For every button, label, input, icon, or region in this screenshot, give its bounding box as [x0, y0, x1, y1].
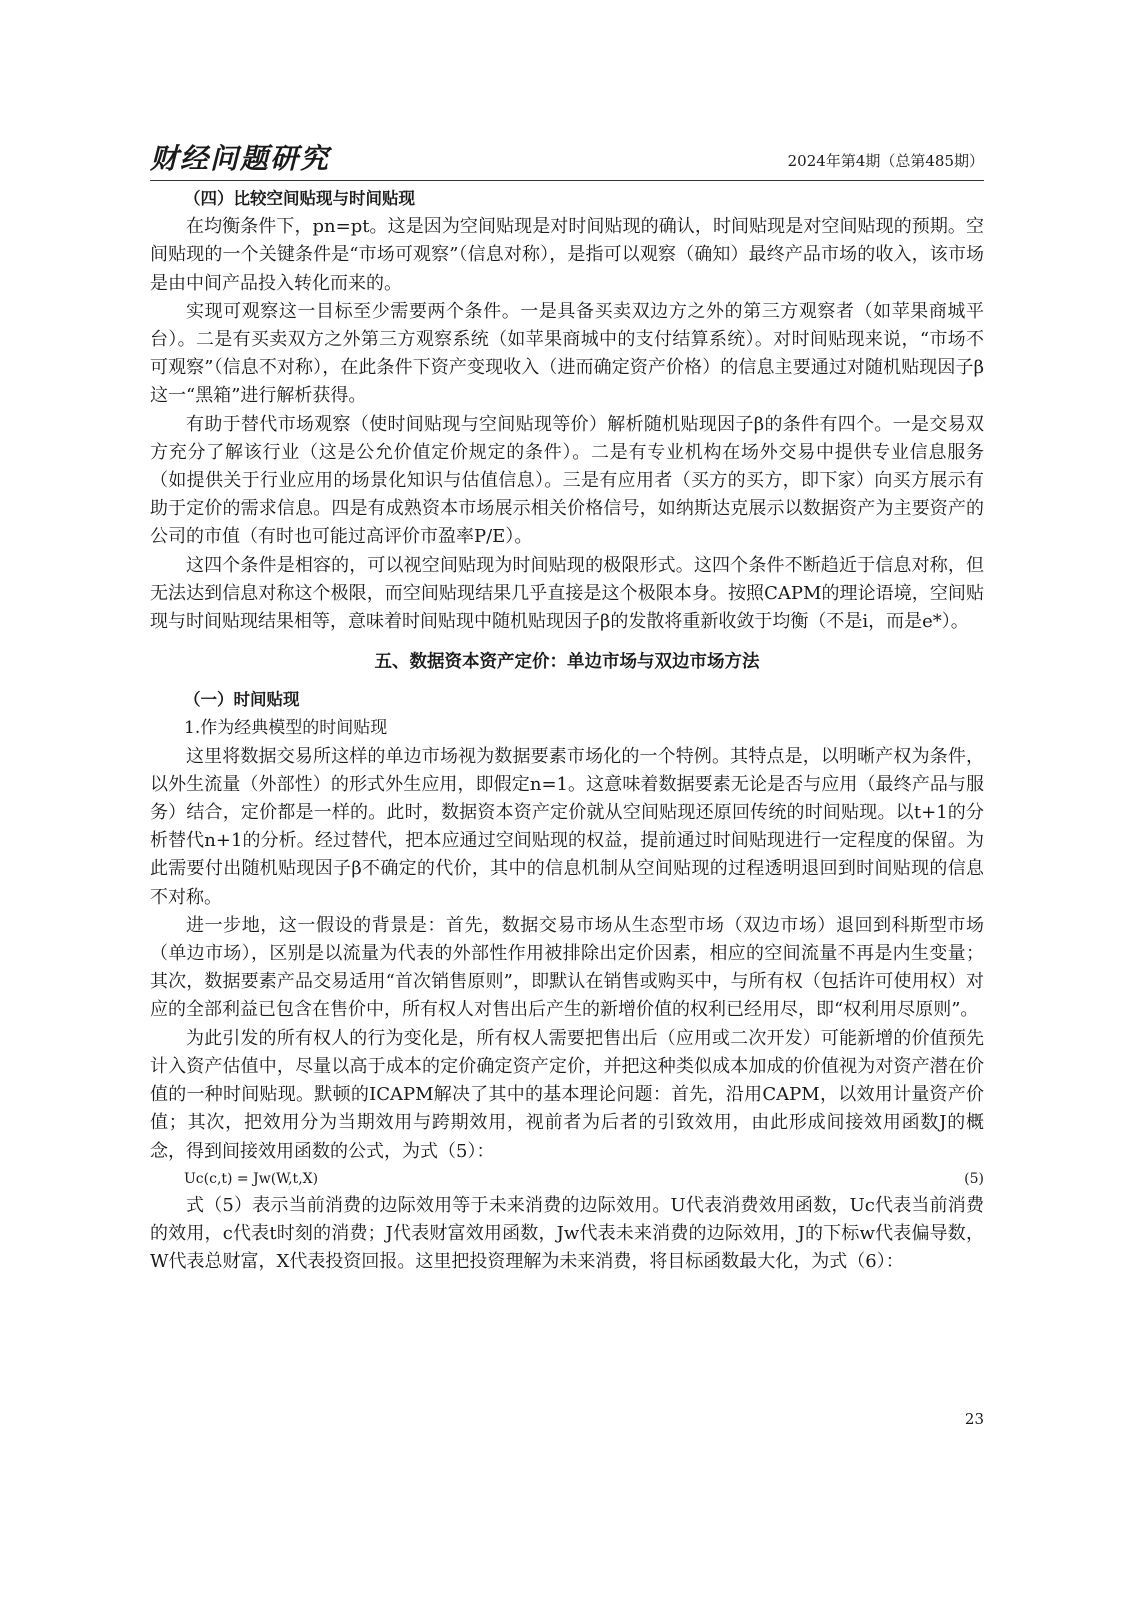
page-number: 23	[964, 1410, 984, 1428]
journal-logo: 财经问题研究	[150, 142, 331, 175]
article-body	[150, 185, 984, 1276]
paragraph: 进一步地，这一假设的背景是：首先，数据交易市场从生态型市场（双边市场）退回到科斯型市场（单边市场），区别是以流量为代表的外部性作用被排除出定价因素，相应的空间流量不再是内生变量；其次，数据要素产品交易适用“首次销售原则”，即默认在销售或购买中，与所有权（包括许可使用权）对应的全部利益已包含在售价中，所有权人对售出后产生的新增价值的权利已经用尽，即“权利用尽原则”。	[150, 914, 984, 1021]
equation-5	[184, 1166, 984, 1192]
subheading-time-discount: （一）时间贴现	[184, 690, 300, 710]
equation-number: (5)	[964, 1170, 984, 1187]
paragraph: 在均衡条件下，pn=pt。这是因为空间贴现是对时间贴现的确认，时间贴现是对空间贴现的预期。空间贴现的一个关键条件是“市场可观察”（信息对称），是指可以观察（确知）最终产品市场的收入，该市场是由中间产品投入转化而来的。	[150, 216, 984, 294]
header-rule	[150, 180, 984, 181]
paragraph: 为此引发的所有权人的行为变化是，所有权人需要把售出后（应用或二次开发）可能新增的价值预先计入资产估值中，尽量以高于成本的定价确定资产定价，并把这种类似成本加成的价值视为对资产潜在价值的一种时间贴现。默顿的ICAPM解决了其中的基本理论问题：首先，沿用CAPM，以效用计量资产价值；其次，把效用分为当期效用与跨期效用，视前者为后者的引致效用，由此形成间接效用函数J的概念，得到间接效用函数的公式，为式（5）：	[150, 1027, 984, 1162]
sub-subheading: 1.作为经典模型的时间贴现	[184, 718, 388, 739]
paragraph: 有助于替代市场观察（使时间贴现与空间贴现等价）解析随机贴现因子β的条件有四个。一是交易双方充分了解该行业（这是公允价值定价规定的条件）。二是有专业机构在场外交易中提供专业信息服务（如提供关于行业应用的场景化知识与估值信息）。三是有应用者（买方的买方，即下家）向买方展示有助于定价的需求信息。四是有成熟资本市场展示相关价格信号，如纳斯达克展示以数据资产为主要资产的公司的市值（有时也可能过高评价市盈率P/E）。	[150, 413, 984, 548]
section-heading: 五、数据资本资产定价：单边市场与双边市场方法	[374, 652, 760, 673]
equation-text: Uc(c,t) = Jw(W,t,X)	[184, 1170, 319, 1187]
paragraph: 式（5）表示当前消费的边际效用等于未来消费的边际效用。U代表消费效用函数，Uc代表当前消费的效用，c代表t时刻的消费；J代表财富效用函数，Jw代表未来消费的边际效用，J的下标w代表偏导数，W代表总财富，X代表投资回报。这里把投资理解为未来消费，将目标函数最大化，为式（6）：	[150, 1194, 984, 1273]
paragraph: 这里将数据交易所这样的单边市场视为数据要素市场化的一个特例。其特点是，以明晰产权为条件，以外生流量（外部性）的形式外生应用，即假定n=1。这意味着数据要素无论是否与应用（最终产品与服务）结合，定价都是一样的。此时，数据资本资产定价就从空间贴现还原回传统的时间贴现。以t+1的分析替代n+1的分析。经过替代，把本应通过空间贴现的权益，提前通过时间贴现进行一定程度的保留。为此需要付出随机贴现因子β不确定的代价，其中的信息机制从空间贴现的过程透明退回到时间贴现的信息不对称。	[150, 745, 984, 908]
paragraph: 实现可观察这一目标至少需要两个条件。一是具备买卖双边方之外的第三方观察者（如苹果商城平台）。二是有买卖双方之外第三方观察系统（如苹果商城中的支付结算系统）。对时间贴现来说，“市场不可观察”（信息不对称），在此条件下资产变现收入（进而确定资产价格）的信息主要通过对随机贴现因子β这一“黑箱”进行解析获得。	[150, 300, 984, 407]
subheading-compare: （四）比较空间贴现与时间贴现	[184, 189, 415, 208]
issue-info: 2024年第4期（总第485期）	[787, 152, 984, 170]
paragraph: 这四个条件是相容的，可以视空间贴现为时间贴现的极限形式。这四个条件不断趋近于信息对称，但无法达到信息对称这个极限，而空间贴现结果几乎直接是这个极限本身。按照CAPM的理论语境，空间贴现与时间贴现结果相等，意味着时间贴现中随机贴现因子β的发散将重新收敛于均衡（不是i，而是e*）。	[150, 554, 984, 633]
